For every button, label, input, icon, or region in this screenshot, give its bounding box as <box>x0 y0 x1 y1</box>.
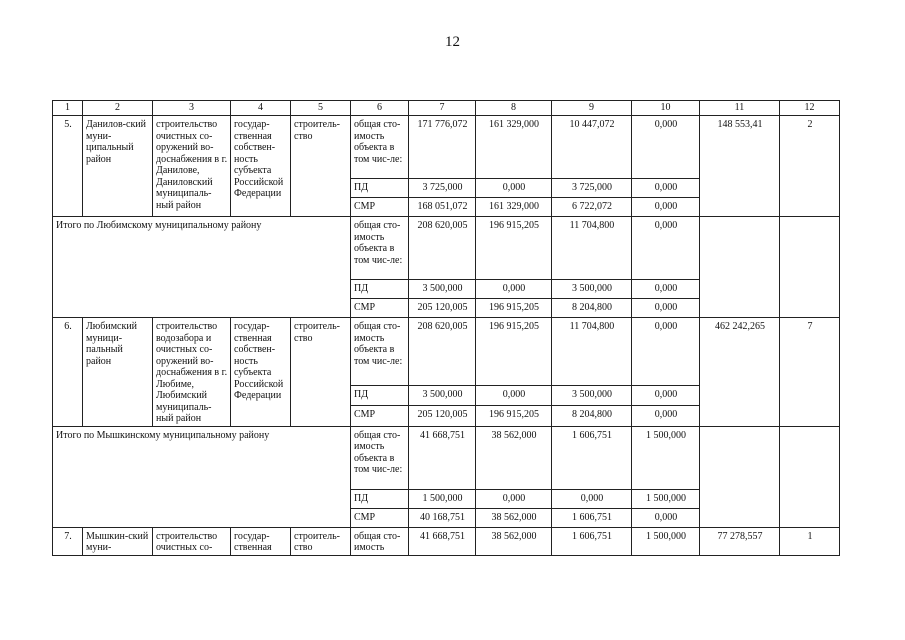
column-number: 2 <box>83 101 153 116</box>
value-cell: 41 668,751 <box>409 527 476 555</box>
value-cell: 3 725,000 <box>409 179 476 198</box>
value-cell: 38 562,000 <box>476 527 552 555</box>
value-cell: 0,000 <box>632 116 700 179</box>
cost-label-cell: ПД <box>351 179 409 198</box>
capacity-cell: 148 553,41 <box>700 116 780 217</box>
value-cell: 208 620,005 <box>409 217 476 280</box>
value-cell: 0,000 <box>632 217 700 280</box>
column-number: 5 <box>291 101 351 116</box>
cost-label-cell: СМР <box>351 198 409 217</box>
value-cell: 11 704,800 <box>552 318 632 386</box>
value-cell: 3 500,000 <box>552 280 632 299</box>
cost-label-cell: СМР <box>351 508 409 527</box>
district-cell: Мышкин-ский муни- <box>83 527 153 555</box>
object-number: 6. <box>53 318 83 427</box>
count-cell: 7 <box>780 318 840 427</box>
total-row-cost <box>53 217 840 280</box>
empty-cell <box>780 217 840 318</box>
work-type-cell: строитель-ство <box>291 527 351 555</box>
value-cell: 161 329,000 <box>476 116 552 179</box>
ownership-cell: государ-ственная собствен-ность субъекта Российской Федерации <box>231 116 291 217</box>
column-number: 4 <box>231 101 291 116</box>
column-number: 12 <box>780 101 840 116</box>
capacity-cell: 462 242,265 <box>700 318 780 427</box>
count-cell: 1 <box>780 527 840 555</box>
value-cell: 205 120,005 <box>409 299 476 318</box>
column-number: 9 <box>552 101 632 116</box>
empty-cell <box>700 426 780 527</box>
column-number: 7 <box>409 101 476 116</box>
investment-table <box>52 100 840 556</box>
value-cell: 8 204,800 <box>552 299 632 318</box>
value-cell: 3 500,000 <box>409 280 476 299</box>
value-cell: 0,000 <box>632 406 700 426</box>
value-cell: 3 500,000 <box>409 385 476 405</box>
cost-label-cell: ПД <box>351 280 409 299</box>
value-cell: 41 668,751 <box>409 426 476 489</box>
object-name-cell: строительство очистных со- <box>153 527 231 555</box>
total-row-cost <box>53 426 840 489</box>
value-cell: 38 562,000 <box>476 426 552 489</box>
value-cell: 168 051,072 <box>409 198 476 217</box>
column-number: 6 <box>351 101 409 116</box>
object-row-total-cost <box>53 116 840 179</box>
value-cell: 1 606,751 <box>552 508 632 527</box>
object-row-total-cost <box>53 527 840 555</box>
cost-label-cell: общая сто-имость объекта в том чис-ле: <box>351 217 409 280</box>
column-number: 8 <box>476 101 552 116</box>
value-cell: 161 329,000 <box>476 198 552 217</box>
district-cell: Данилов-ский муни-ципальный район <box>83 116 153 217</box>
value-cell: 171 776,072 <box>409 116 476 179</box>
cost-label-cell: общая сто-имость объекта в том чис-ле: <box>351 116 409 179</box>
value-cell: 208 620,005 <box>409 318 476 386</box>
value-cell: 0,000 <box>632 198 700 217</box>
cost-label-cell: общая сто-имость объекта в том чис-ле: <box>351 426 409 489</box>
value-cell: 0,000 <box>476 280 552 299</box>
empty-cell <box>700 217 780 318</box>
value-cell: 38 562,000 <box>476 508 552 527</box>
cost-label-cell: общая сто-имость объекта в том чис-ле: <box>351 318 409 386</box>
district-cell: Любимский муници-пальный район <box>83 318 153 427</box>
value-cell: 40 168,751 <box>409 508 476 527</box>
value-cell: 3 725,000 <box>552 179 632 198</box>
empty-cell <box>780 426 840 527</box>
value-cell: 0,000 <box>632 299 700 318</box>
object-name-cell: строительство очистных со-оружений во-доснабжения в г. Данилове, Даниловский муниципаль-ный район <box>153 116 231 217</box>
value-cell: 0,000 <box>632 179 700 198</box>
district-total-title: Итого по Любимскому муниципальному району <box>53 217 351 318</box>
value-cell: 0,000 <box>476 179 552 198</box>
value-cell: 196 915,205 <box>476 406 552 426</box>
count-cell: 2 <box>780 116 840 217</box>
column-number: 1 <box>53 101 83 116</box>
work-type-cell: строитель-ство <box>291 318 351 427</box>
object-number: 5. <box>53 116 83 217</box>
value-cell: 1 500,000 <box>632 527 700 555</box>
value-cell: 3 500,000 <box>552 385 632 405</box>
ownership-cell: государ-ственная <box>231 527 291 555</box>
value-cell: 0,000 <box>632 280 700 299</box>
value-cell: 0,000 <box>552 489 632 508</box>
value-cell: 0,000 <box>476 385 552 405</box>
value-cell: 1 500,000 <box>632 426 700 489</box>
column-number: 3 <box>153 101 231 116</box>
object-row-total-cost <box>53 318 840 386</box>
object-number: 7. <box>53 527 83 555</box>
value-cell: 196 915,205 <box>476 217 552 280</box>
value-cell: 0,000 <box>632 508 700 527</box>
value-cell: 196 915,205 <box>476 299 552 318</box>
value-cell: 6 722,072 <box>552 198 632 217</box>
value-cell: 0,000 <box>632 385 700 405</box>
cost-label-cell: ПД <box>351 489 409 508</box>
value-cell: 0,000 <box>476 489 552 508</box>
page-number: 12 <box>445 34 460 50</box>
value-cell: 8 204,800 <box>552 406 632 426</box>
cost-label-cell: ПД <box>351 385 409 405</box>
cost-label-cell: СМР <box>351 406 409 426</box>
work-type-cell: строитель-ство <box>291 116 351 217</box>
column-number: 10 <box>632 101 700 116</box>
cost-label-cell: общая сто-имость <box>351 527 409 555</box>
value-cell: 10 447,072 <box>552 116 632 179</box>
value-cell: 196 915,205 <box>476 318 552 386</box>
value-cell: 205 120,005 <box>409 406 476 426</box>
value-cell: 1 500,000 <box>632 489 700 508</box>
value-cell: 0,000 <box>632 318 700 386</box>
capacity-cell: 77 278,557 <box>700 527 780 555</box>
value-cell: 1 606,751 <box>552 527 632 555</box>
value-cell: 1 500,000 <box>409 489 476 508</box>
object-name-cell: строительство водозабора и очистных со-оружений во-доснабжения в г. Любиме, Любимский муниципаль-ный район <box>153 318 231 427</box>
column-number-row <box>53 101 840 116</box>
column-number: 11 <box>700 101 780 116</box>
cost-label-cell: СМР <box>351 299 409 318</box>
district-total-title: Итого по Мышкинскому муниципальному району <box>53 426 351 527</box>
ownership-cell: государ-ственная собствен-ность субъекта Российской Федерации <box>231 318 291 427</box>
value-cell: 1 606,751 <box>552 426 632 489</box>
value-cell: 11 704,800 <box>552 217 632 280</box>
